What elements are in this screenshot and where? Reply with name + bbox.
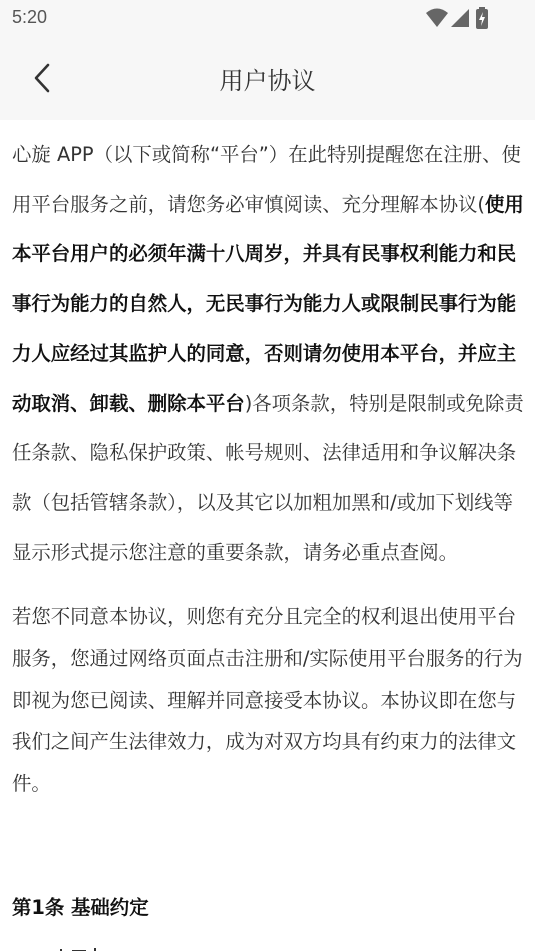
wifi-icon	[425, 7, 449, 29]
battery-charging-icon	[475, 7, 489, 29]
age-requirement-bold-text: 使用本平台用户的必须年满十八周岁，并具有民事权利能力和民事行为能力的自然人，无民事行为能力人或限制民事行为能力人应经过其监护人的同意，否则请勿使用本平台，并应主动取消、卸载、删除本平台	[12, 192, 524, 415]
text-fragment	[12, 944, 112, 951]
intro-text: 心旋 APP（以下或简称“平台”）在此特别提醒您在注册、使用平台服务之前，请您务必审慎阅读、充分理解本协议(	[12, 143, 521, 216]
agreement-paragraph-consent: 若您不同意本协议，则您有充分且完全的权利退出使用平台服务，您通过网络页面点击注册和/实际使用平台服务的行为即视为您已阅读、理解并同意接受本协议。本协议即在您与我们之间产生法律效力，成为对双方均具有约束力的法律文件。	[12, 605, 523, 796]
page-title: 用户协议	[219, 67, 316, 95]
section-heading: 第1条 基础约定	[12, 896, 149, 919]
signal-icon	[449, 7, 471, 29]
status-time: 5:20	[12, 7, 48, 27]
agreement-paragraph-intro	[12, 130, 527, 577]
nav-bar	[0, 36, 535, 120]
partial-next-line	[12, 940, 112, 951]
agreement-content	[12, 130, 527, 805]
status-bar	[0, 0, 535, 36]
status-icons	[425, 7, 495, 29]
intro-text-continued: )各项条款，特别是限制或免除责任条款、隐私保护政策、帐号规则、法律适用和争议解决条款（包括管辖条款），以及其它以加粗加黑和/或加下划线等显示形式提示您注意的重要条款，请务必重点查阅。	[12, 391, 524, 564]
